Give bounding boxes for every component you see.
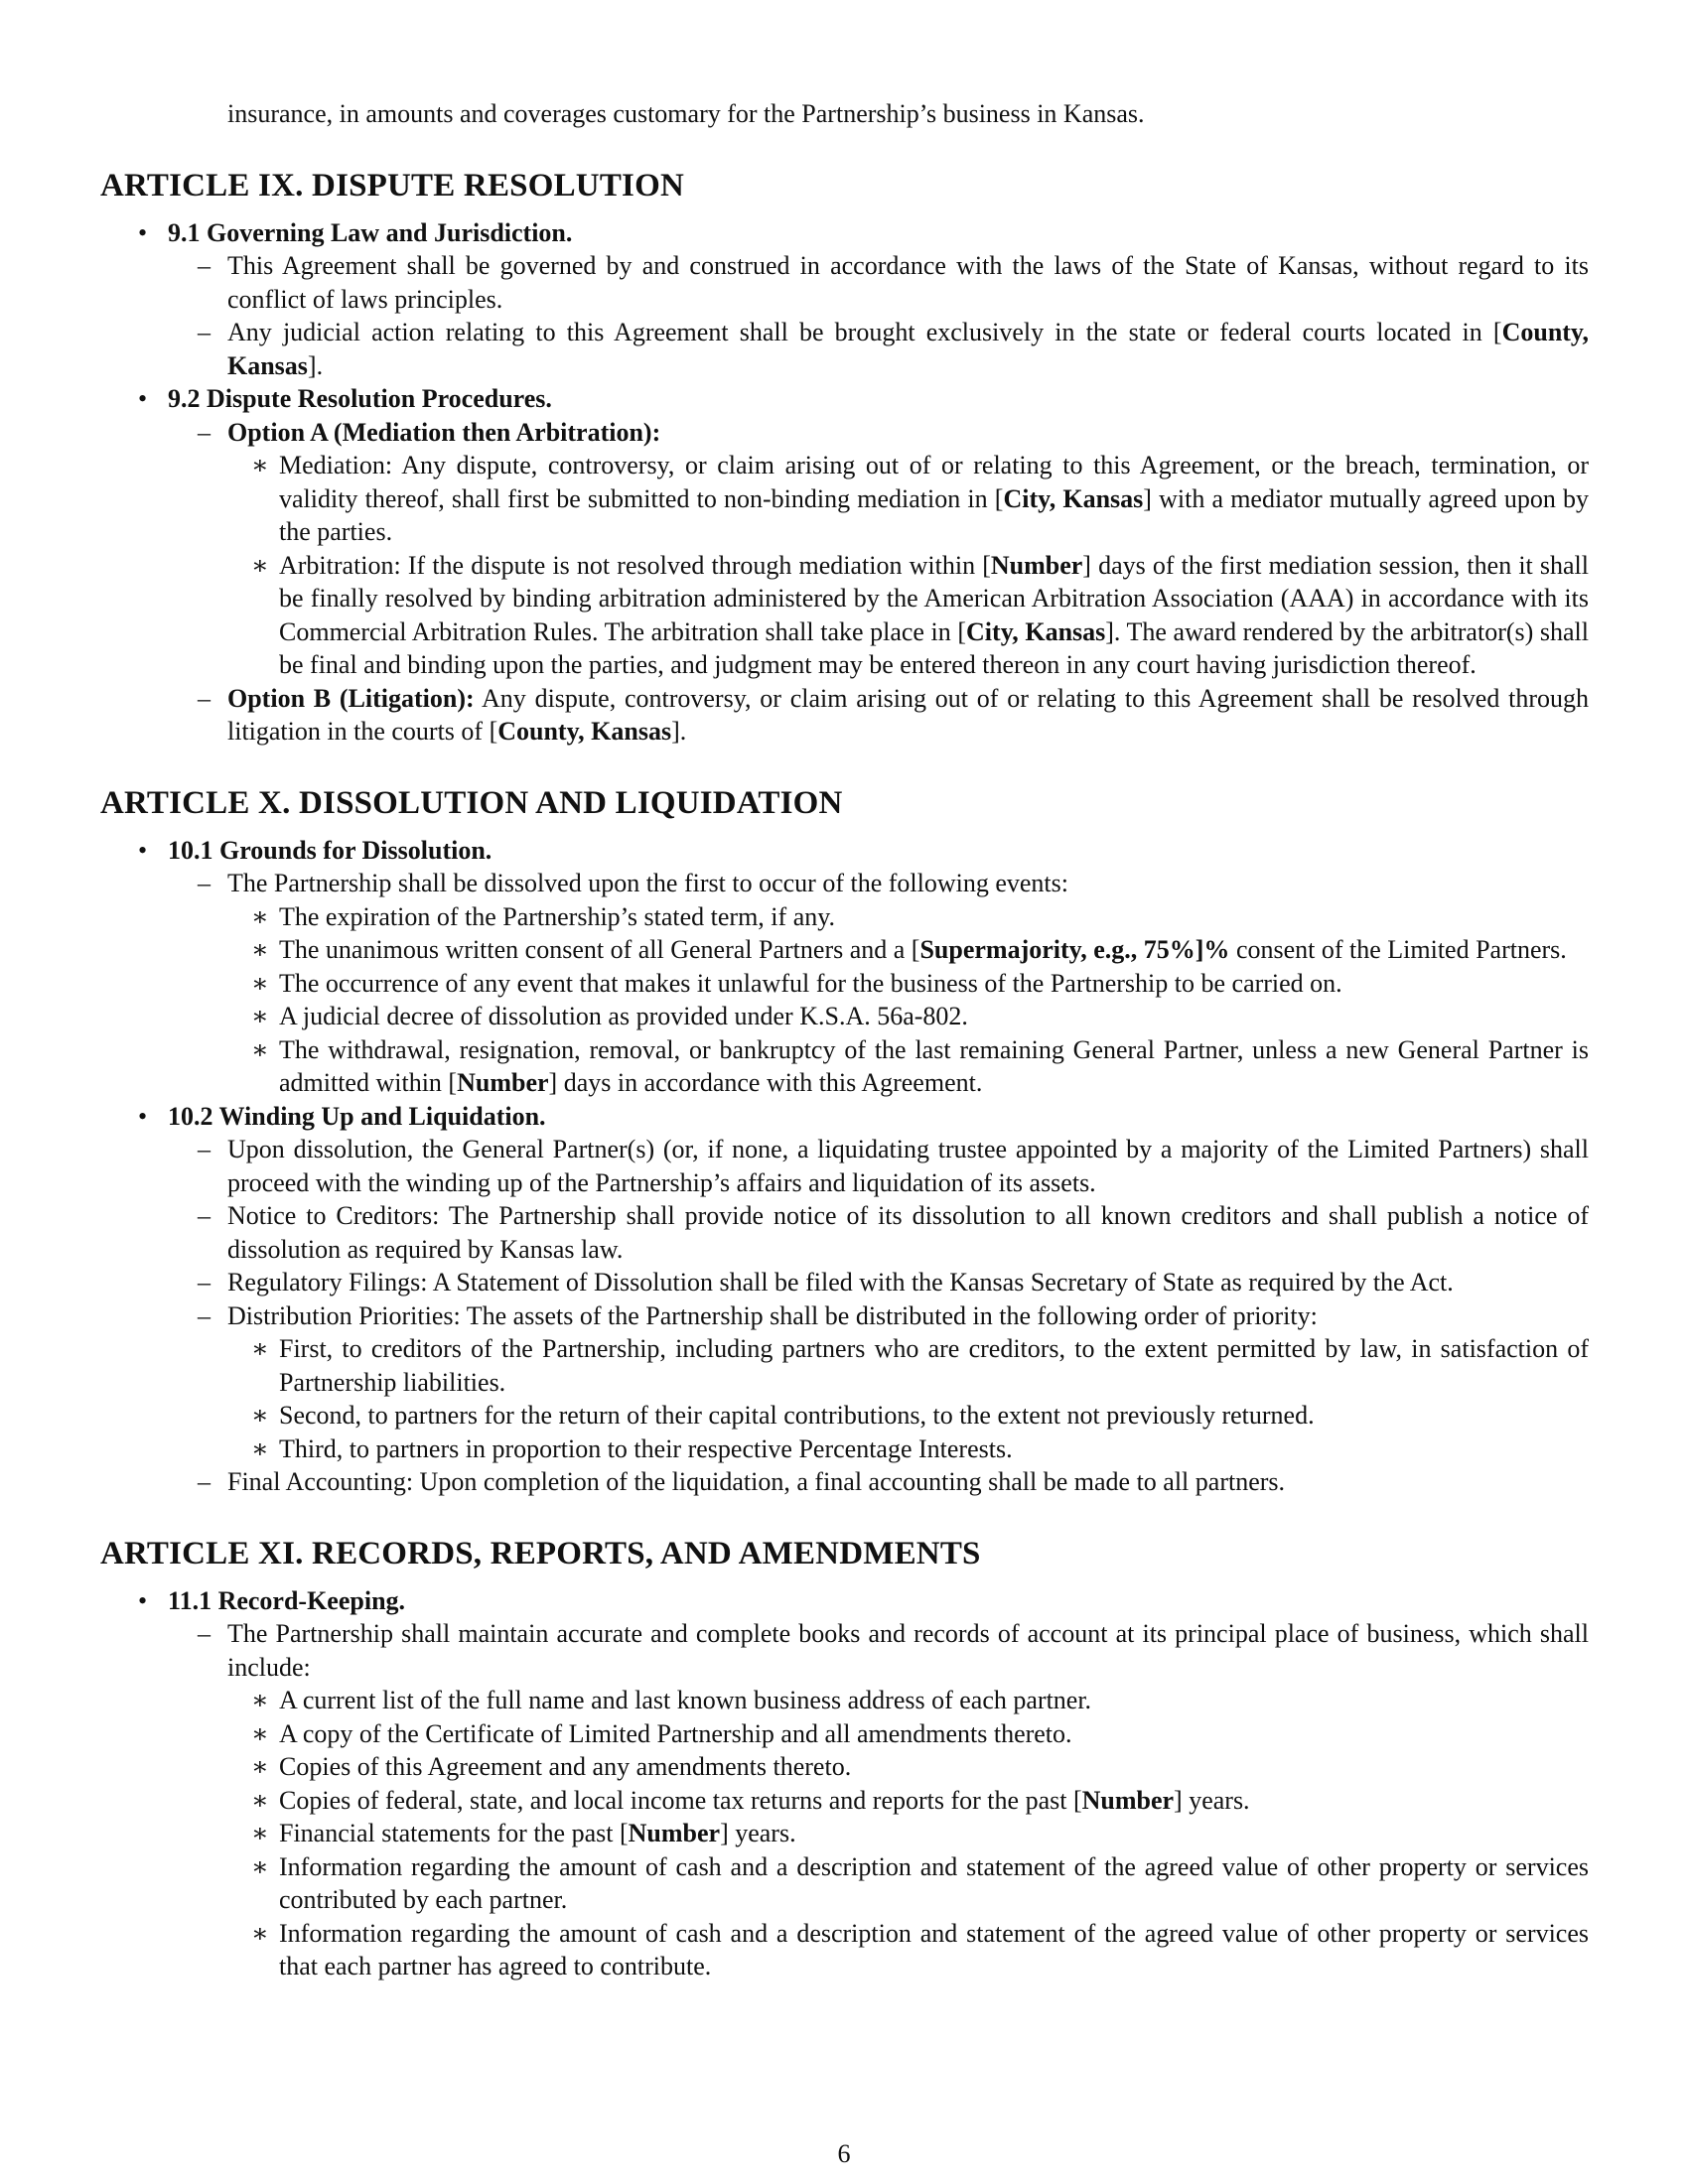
asterisk-marker: ∗ (251, 1752, 269, 1781)
article-x-heading: ARTICLE X. DISSOLUTION AND LIQUIDATION (100, 784, 843, 821)
item-text: Financial statements for the past [ (279, 1819, 629, 1847)
list-item (227, 1433, 1589, 1466)
section-items (168, 249, 1589, 382)
item-text: Regulatory Filings: A Statement of Dissolution shall be filed with the Kansas Secretary of State as required by the Act. (227, 1268, 1454, 1297)
list-item (227, 1784, 1589, 1818)
item-text: Notice to Creditors: The Partnership shall provide notice of its dissolution to all known creditors and shall publish a notice of dissolution as required by Kansas law. (227, 1201, 1589, 1264)
continued-paragraph: insurance, in amounts and coverages customary for the Partnership’s business in Kansas. (227, 99, 1145, 128)
item-text: First, to creditors of the Partnership, including partners who are creditors, to the extent permitted by law, in satisfaction of Partnership liabilities. (279, 1334, 1589, 1397)
asterisk-marker: ∗ (251, 1718, 269, 1748)
dash-marker: – (198, 683, 211, 713)
asterisk-marker: ∗ (251, 1433, 269, 1463)
list-item (168, 1617, 1589, 1983)
article-ix-sections (100, 216, 1589, 749)
dash-marker: – (198, 1135, 211, 1163)
article-x (100, 782, 1589, 1499)
asterisk-marker: ∗ (251, 1785, 269, 1815)
article-ix-heading: ARTICLE IX. DISPUTE RESOLUTION (100, 167, 684, 204)
page-number: 6 (837, 2139, 851, 2168)
item-text: Third, to partners in proportion to their respective Percentage Interests. (279, 1433, 1013, 1463)
list-item (227, 449, 1589, 549)
section-title: 11.1 Record-Keeping. (168, 1585, 406, 1615)
dash-marker: – (198, 1619, 211, 1648)
list-item (227, 933, 1589, 967)
option-title: Option B (Litigation): (227, 683, 475, 713)
item-text: Arbitration: If the dispute is not resolved through mediation within [ (279, 550, 991, 580)
list-item (227, 967, 1589, 1001)
item-text: ] years. (1174, 1785, 1250, 1815)
list-item (227, 1684, 1589, 1717)
dissolution-events (227, 900, 1589, 1100)
list-item (168, 1199, 1589, 1266)
list-item (168, 1299, 1589, 1466)
dash-marker: – (198, 417, 211, 447)
item-text: The Partnership shall maintain accurate and complete books and records of account at its principal place of business, which shall include: (227, 1619, 1589, 1682)
section-9-1 (100, 216, 1589, 383)
section-items (168, 416, 1589, 749)
list-item (168, 249, 1589, 316)
asterisk-marker: ∗ (251, 1851, 269, 1881)
list-item (227, 1750, 1589, 1784)
section-10-2 (100, 1100, 1589, 1499)
option-b (168, 682, 1589, 749)
item-text: The occurrence of any event that makes it unlawful for the business of the Partnership to be carried on. (279, 968, 1342, 998)
placeholder-field: Supermajority, e.g., 75%]% (919, 935, 1230, 964)
article-ix (100, 165, 1589, 749)
list-item (168, 1266, 1589, 1299)
item-text: The unanimous written consent of all General Partners and a [ (279, 935, 920, 964)
list-item (227, 549, 1589, 682)
list-item (227, 1000, 1589, 1033)
item-text: ] with a mediator mutually agreed upon by the parties. (279, 483, 1589, 546)
list-item (227, 1817, 1589, 1850)
asterisk-marker: ∗ (251, 901, 269, 931)
article-xi-heading: ARTICLE XI. RECORDS, REPORTS, AND AMENDMENTS (100, 1535, 981, 1571)
item-text: Second, to partners for the return of their capital contributions, to the extent not previously returned. (279, 1401, 1315, 1430)
dash-marker: – (198, 251, 211, 280)
article-xi (100, 1533, 1589, 1983)
page-content (100, 97, 1589, 1983)
list-item (227, 1033, 1589, 1100)
option-a-items (227, 449, 1589, 682)
section-items (168, 1617, 1589, 1983)
bullet-marker: • (138, 835, 148, 865)
article-x-sections (100, 834, 1589, 1499)
item-text: Mediation: Any dispute, controversy, or claim arising out of or relating to this Agreement, or the breach, termination, or validity thereof, shall first be submitted to non-binding mediation in [ (279, 451, 1589, 513)
list-item (168, 1465, 1589, 1499)
item-text: Final Accounting: Upon completion of the liquidation, a final accounting shall be made to all partners. (227, 1467, 1286, 1496)
item-text: Copies of federal, state, and local income tax returns and reports for the past [ (279, 1785, 1082, 1815)
item-text: A judicial decree of dissolution as provided under K.S.A. 56a-802. (279, 1002, 968, 1030)
asterisk-marker: ∗ (251, 1034, 269, 1064)
item-text: ] days of the first mediation session, then it shall be finally resolved by binding arbitration administered by the American Arbitration Association (AAA) in accordance with its Commercial Arbitration Rules. The arbitration shall take place in [ (279, 550, 1590, 646)
item-text: ] days in accordance with this Agreement. (548, 1068, 983, 1097)
section-11-1 (100, 1584, 1589, 1983)
asterisk-marker: ∗ (251, 550, 269, 580)
section-9-2 (100, 382, 1589, 749)
item-text: The withdrawal, resignation, removal, or bankruptcy of the last remaining General Partner, unless a new General Partner is admitted within [ (279, 1034, 1589, 1097)
item-text: ]. (671, 717, 687, 746)
list-item (227, 1850, 1589, 1917)
asterisk-marker: ∗ (251, 968, 269, 998)
distribution-priorities (227, 1332, 1589, 1465)
placeholder-field: City, Kansas (966, 616, 1106, 646)
dash-marker: – (198, 1467, 211, 1496)
placeholder-field: Number (457, 1068, 549, 1097)
option-title: Option A (Mediation then Arbitration): (227, 417, 661, 447)
dash-marker: – (198, 318, 211, 346)
item-text: A copy of the Certificate of Limited Partnership and all amendments thereto. (279, 1718, 1072, 1748)
list-item (168, 1133, 1589, 1199)
list-item (227, 1332, 1589, 1399)
item-text: The Partnership shall be dissolved upon the first to occur of the following events: (227, 869, 1068, 897)
item-text: This Agreement shall be governed by and construed in accordance with the laws of the State of Kansas, without regard to its conflict of laws principles. (227, 251, 1589, 314)
dash-marker: – (198, 1300, 211, 1330)
section-title: 9.2 Dispute Resolution Procedures. (168, 384, 552, 413)
bullet-marker: • (138, 1585, 148, 1615)
section-items (168, 1133, 1589, 1499)
item-text: Information regarding the amount of cash and a description and statement of the agreed value of other property or services that each partner has agreed to contribute. (279, 1918, 1589, 1980)
placeholder-field: County, Kansas (227, 318, 1589, 380)
list-item (227, 900, 1589, 934)
section-10-1 (100, 834, 1589, 1100)
asterisk-marker: ∗ (251, 1819, 269, 1847)
item-text: consent of the Limited Partners. (1229, 935, 1567, 964)
item-text: The expiration of the Partnership’s stated term, if any. (279, 901, 836, 931)
asterisk-marker: ∗ (251, 1002, 269, 1030)
option-a (168, 416, 1589, 682)
item-text: Any dispute, controversy, or claim arising out of or relating to this Agreement shall be resolved through litigation in the courts of [ (227, 683, 1589, 746)
item-text: ] years. (720, 1819, 796, 1847)
bullet-marker: • (138, 1101, 148, 1131)
section-title: 10.1 Grounds for Dissolution. (168, 835, 492, 865)
placeholder-field: County, Kansas (497, 717, 672, 746)
item-text: A current list of the full name and last known business address of each partner. (279, 1686, 1092, 1714)
placeholder-field: Number (990, 550, 1083, 580)
article-xi-sections (100, 1584, 1589, 1983)
section-title: 9.1 Governing Law and Jurisdiction. (168, 217, 573, 247)
item-text: Copies of this Agreement and any amendments thereto. (279, 1752, 852, 1781)
required-records (227, 1684, 1589, 1983)
placeholder-field: Number (1081, 1785, 1175, 1815)
placeholder-field: Number (628, 1819, 721, 1847)
placeholder-field: City, Kansas (1003, 483, 1144, 513)
item-text: Distribution Priorities: The assets of the Partnership shall be distributed in the following order of priority: (227, 1300, 1318, 1330)
bullet-marker: • (138, 384, 148, 413)
item-text: ]. The award rendered by the arbitrator(s) shall be final and binding upon the parties, and judgment may be entered thereon in any court having jurisdiction thereof. (279, 616, 1589, 679)
section-items (168, 867, 1589, 1100)
list-item (168, 316, 1589, 382)
asterisk-marker: ∗ (251, 935, 269, 964)
item-text: Information regarding the amount of cash and a description and statement of the agreed value of other property or services contributed by each partner. (279, 1851, 1589, 1914)
asterisk-marker: ∗ (251, 451, 269, 479)
list-item (227, 1399, 1589, 1433)
section-title: 10.2 Winding Up and Liquidation. (168, 1101, 546, 1131)
asterisk-marker: ∗ (251, 1686, 269, 1714)
bullet-marker: • (138, 217, 148, 247)
item-text: Any judicial action relating to this Agreement shall be brought exclusively in the state or federal courts located in [ (227, 318, 1502, 346)
asterisk-marker: ∗ (251, 1401, 269, 1430)
dash-marker: – (198, 869, 211, 897)
item-text: Upon dissolution, the General Partner(s) (or, if none, a liquidating trustee appointed by a majority of the Limited Partners) shall proceed with the winding up of the Partnership’s affairs and liquidation of its assets. (227, 1135, 1589, 1197)
asterisk-marker: ∗ (251, 1918, 269, 1948)
asterisk-marker: ∗ (251, 1334, 269, 1363)
item-text: ]. (307, 350, 324, 380)
dash-marker: – (198, 1268, 211, 1297)
list-item (168, 867, 1589, 1100)
dash-marker: – (198, 1201, 211, 1230)
list-item (227, 1917, 1589, 1983)
list-item (227, 1717, 1589, 1751)
